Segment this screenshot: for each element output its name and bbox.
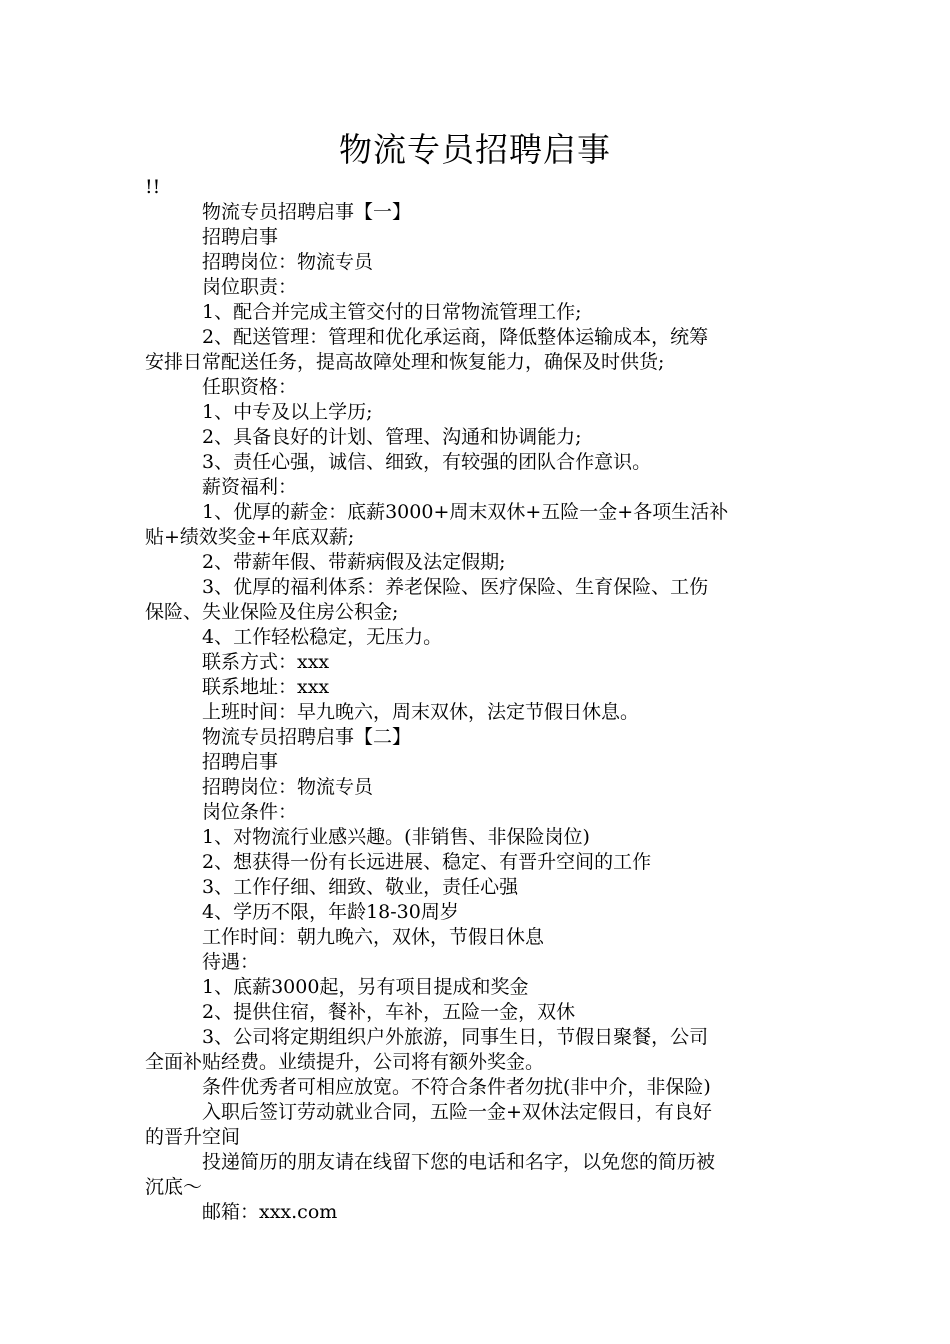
- body-line: 安排日常配送任务，提高故障处理和恢复能力，确保及时供货;: [145, 351, 665, 373]
- body-line: 薪资福利：: [202, 476, 298, 498]
- body-line: 1、中专及以上学历;: [202, 401, 373, 423]
- body-line: 待遇：: [202, 951, 260, 973]
- body-line: 1、优厚的薪金：底薪3000+周末双休+五险一金+各项生活补: [202, 501, 729, 523]
- body-line: 3、工作仔细、细致、敬业，责任心强: [202, 876, 519, 898]
- body-line: 入职后签订劳动就业合同，五险一金+双休法定假日，有良好: [202, 1101, 712, 1123]
- body-line: 招聘启事: [202, 226, 279, 248]
- body-line: 投递简历的朋友请在线留下您的电话和名字，以免您的简历被: [202, 1151, 716, 1173]
- body-line: 联系方式：xxx: [202, 651, 330, 673]
- body-line: 物流专员招聘启事【一】: [202, 201, 412, 223]
- body-line: 2、想获得一份有长远进展、稳定、有晋升空间的工作: [202, 851, 652, 873]
- body-line: 4、学历不限，年龄18-30周岁: [202, 901, 459, 923]
- body-line: 招聘启事: [202, 751, 279, 773]
- body-line: 4、工作轻松稳定，无压力。: [202, 626, 443, 648]
- body-line: 2、带薪年假、带薪病假及法定假期;: [202, 551, 506, 573]
- body-line: 1、配合并完成主管交付的日常物流管理工作;: [202, 301, 582, 323]
- document-title: 物流专员招聘启事: [339, 130, 611, 169]
- body-line: 物流专员招聘启事【二】: [202, 726, 412, 748]
- body-line: 工作时间：朝九晚六，双休，节假日休息: [202, 926, 545, 948]
- body-line: 任职资格：: [202, 376, 298, 398]
- body-line: 邮箱：xxx.com: [202, 1201, 338, 1223]
- body-line: 条件优秀者可相应放宽。不符合条件者勿扰(非中介，非保险): [202, 1076, 711, 1098]
- document-body: [145, 175, 815, 1225]
- body-line: 岗位职责：: [202, 276, 298, 298]
- body-line: 2、具备良好的计划、管理、沟通和协调能力;: [202, 426, 582, 448]
- body-line: 上班时间：早九晚六，周末双休，法定节假日休息。: [202, 701, 640, 723]
- body-line: 3、优厚的福利体系：养老保险、医疗保险、生育保险、工伤: [202, 576, 709, 598]
- body-line: 保险、失业保险及住房公积金;: [145, 601, 399, 623]
- body-line: 招聘岗位：物流专员: [202, 776, 374, 798]
- body-line: 招聘岗位：物流专员: [202, 251, 374, 273]
- body-line: 联系地址：xxx: [202, 676, 330, 698]
- body-line: 1、对物流行业感兴趣。(非销售、非保险岗位): [202, 826, 590, 848]
- body-line: 岗位条件：: [202, 801, 298, 823]
- body-line: 沉底～: [145, 1176, 203, 1198]
- body-line: 的晋升空间: [145, 1126, 241, 1148]
- body-line: !!: [145, 176, 161, 198]
- body-line: 贴+绩效奖金+年底双薪;: [145, 526, 355, 548]
- body-line: 2、提供住宿，餐补，车补，五险一金，双休: [202, 1001, 576, 1023]
- body-line: 3、责任心强，诚信、细致，有较强的团队合作意识。: [202, 451, 652, 473]
- body-line: 2、配送管理：管理和优化承运商，降低整体运输成本，统筹: [202, 326, 709, 348]
- body-line: 1、底薪3000起，另有项目提成和奖金: [202, 976, 529, 998]
- body-line: 全面补贴经费。业绩提升，公司将有额外奖金。: [145, 1051, 545, 1073]
- body-line: 3、公司将定期组织户外旅游，同事生日，节假日聚餐，公司: [202, 1026, 709, 1048]
